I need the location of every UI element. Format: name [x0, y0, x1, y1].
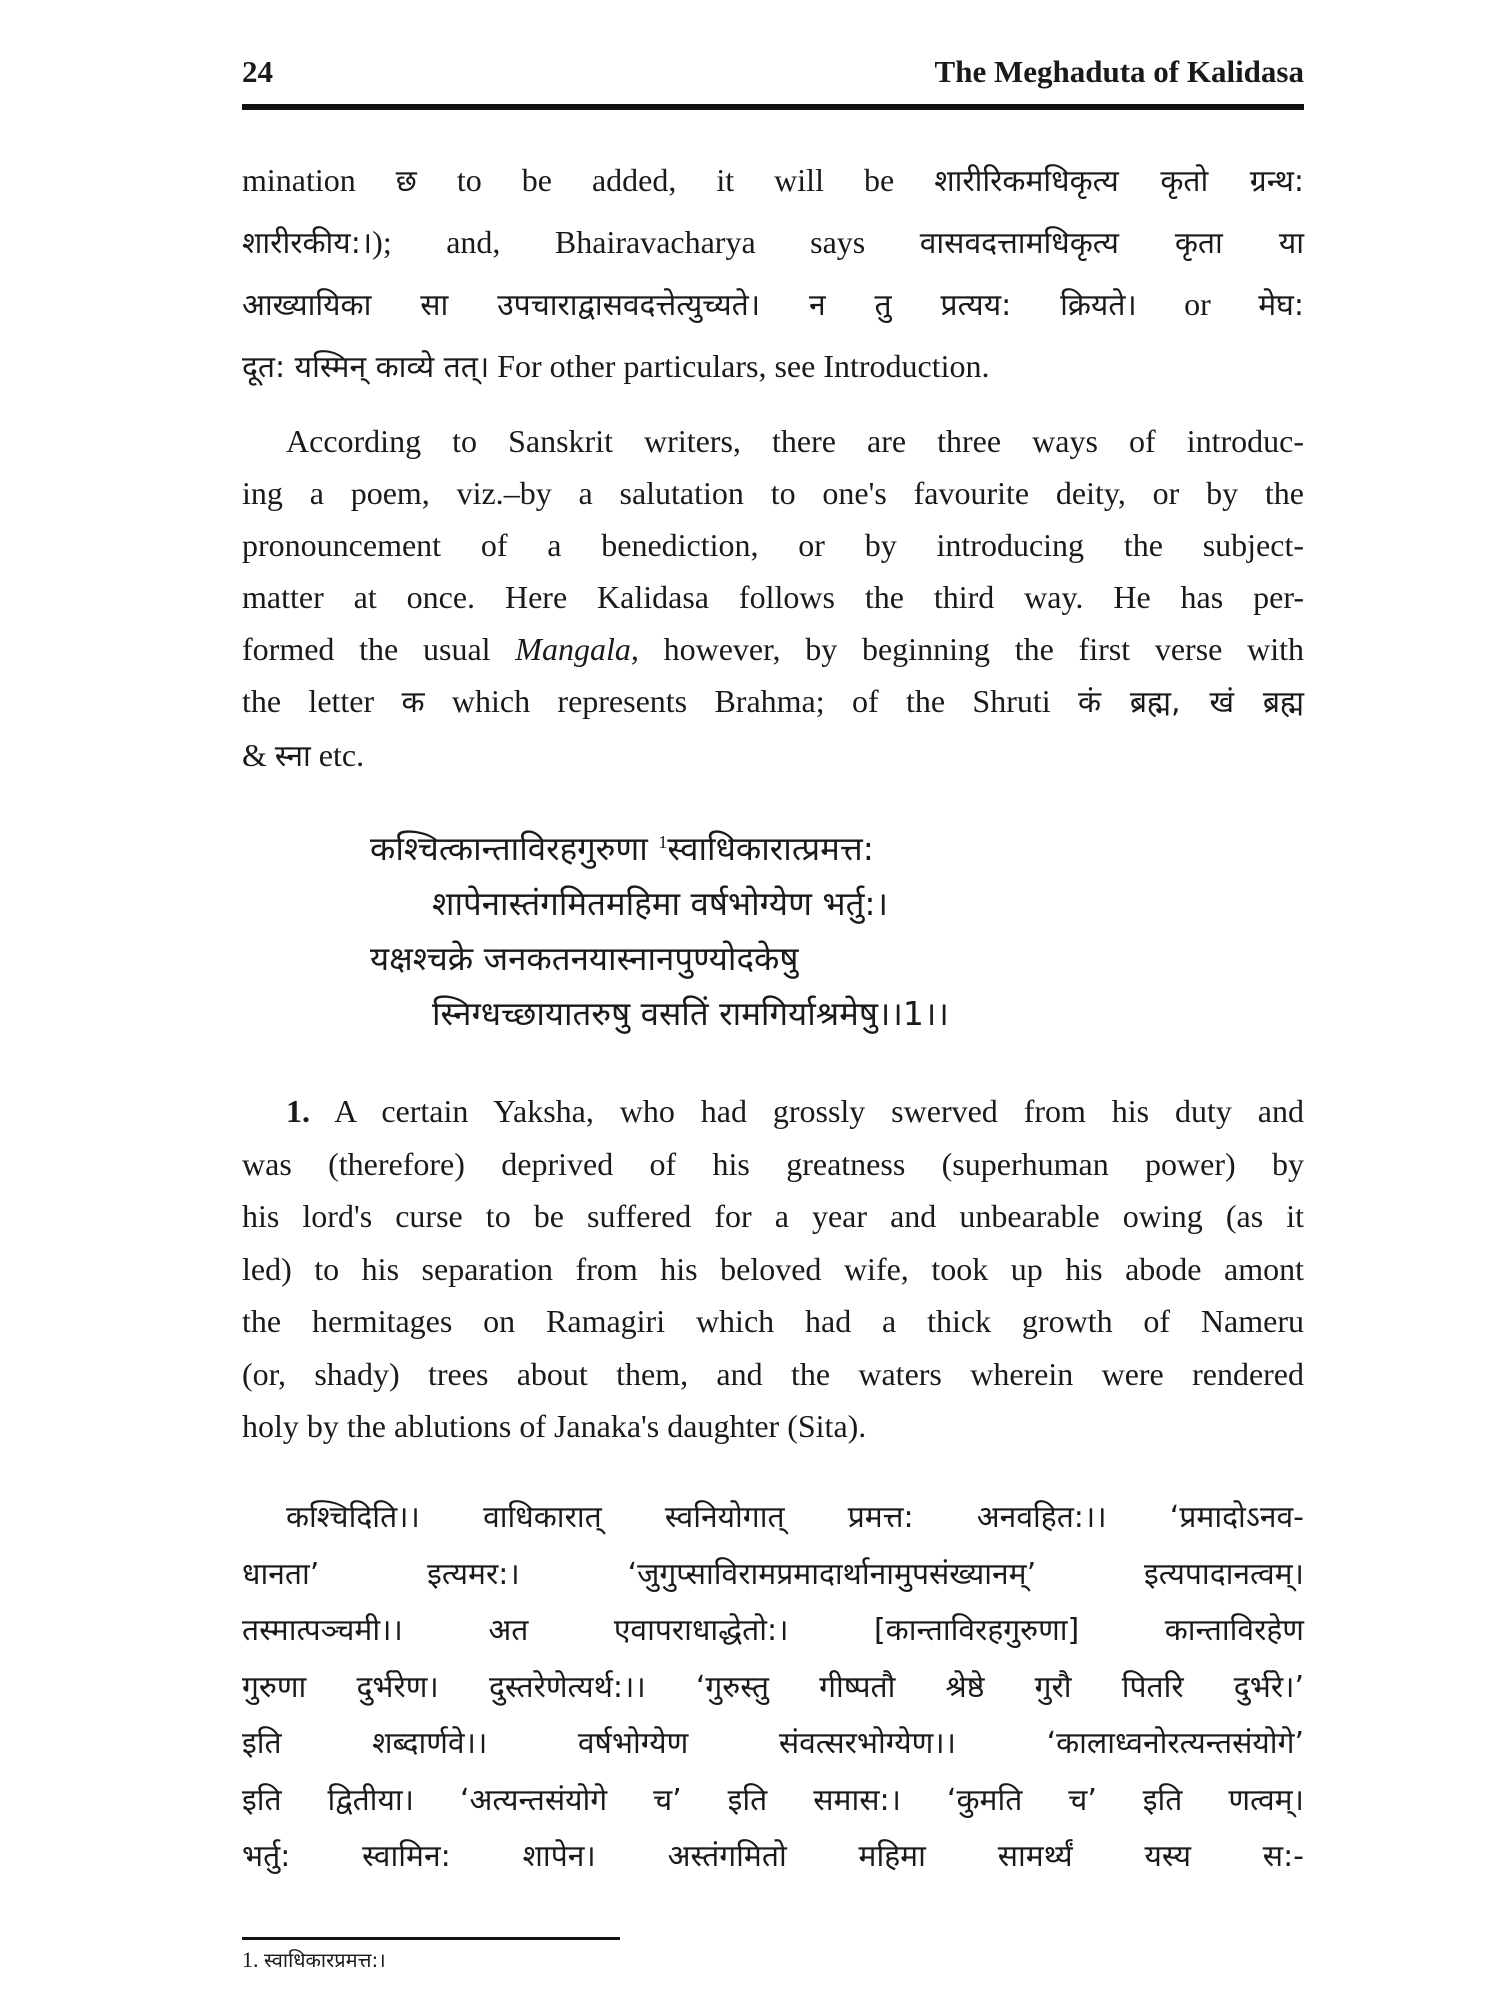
footnote: 1. स्वाधिकारप्रमत्त:।: [242, 1947, 386, 1972]
verse-line: यक्षश्चक्रे जनकतनयास्नानपुण्योदकेषु: [370, 939, 799, 978]
text-line: was (therefore) deprived of his greatness (superhuman power) by: [242, 1145, 1304, 1182]
verse-line: स्निग्धच्छायातरुषु वसतिं रामगिर्याश्रमेषु।।1।।: [432, 994, 949, 1033]
footnote-rule: [242, 1937, 620, 1940]
text-line: According to Sanskrit writers, there are three ways of introduc-: [286, 423, 1304, 459]
text-line: इति द्वितीया। ‘अत्यन्तसंयोगे च’ इति समास:। ‘कुमति च’ इति णत्वम्।: [242, 1782, 1304, 1818]
text-line: the letter क which represents Brahma; of the Shruti कं ब्रह्म, खं ब्रह्म: [242, 683, 1305, 720]
verse-line: शापेनास्तंगमितमहिमा वर्षभोग्येण भर्तु:।: [432, 884, 889, 923]
text-line: & स्ना etc.: [242, 737, 365, 774]
translation-paragraph: [242, 1085, 1304, 1453]
text-line: formed the usual Mangala, however, by beginning the first verse with: [242, 631, 1305, 667]
header-rule: [242, 104, 1304, 110]
book-title: The Meghaduta of Kalidasa: [934, 54, 1304, 89]
text-line: led) to his separation from his beloved wife, took up his abode amont: [242, 1250, 1304, 1287]
verse-line: कश्चित्कान्ताविरहगुरुणा $^1$स्वाधिकारात्प्रमत्त:: [370, 829, 874, 868]
text-line: matter at once. Here Kalidasa follows the third way. He has per-: [242, 579, 1304, 615]
text-line: आख्यायिका सा उपचाराद्वासवदत्तेत्युच्यते। न तु प्रत्यय: क्रियते। or मेघ:: [242, 286, 1304, 323]
page-number: 24: [242, 54, 273, 89]
commentary-paragraph: [242, 1490, 1304, 1886]
text-line: कश्चिदिति।। वाधिकारात् स्वनियोगात् प्रमत्त: अनवहित:।। ‘प्रमादोऽनव-: [286, 1500, 1304, 1535]
text-line: mination छ to be added, it will be शारीरिकमधिकृत्य कृतो ग्रन्थ:: [242, 162, 1304, 199]
text-line: (or, shady) trees about them, and the waters wherein were rendered: [242, 1355, 1304, 1392]
text-line: भर्तु: स्वामिन: शापेन। अस्तंगमितो महिमा सामर्थ्यं यस्य स:-: [242, 1839, 1304, 1874]
text-line: धानता’ इत्यमर:। ‘जुगुप्साविरामप्रमादार्थानामुपसंख्यानम्’ इत्यपादानत्वम्।: [242, 1556, 1304, 1592]
text-line: holy by the ablutions of Janaka's daughter (Sita).: [242, 1408, 867, 1444]
text-line: शारीरकीय:।); and, Bhairavacharya says वासवदत्तामधिकृत्य कृता या: [242, 224, 1304, 261]
text-line: दूत: यस्मिन् काव्ये तत्। For other particulars, see Introduction.: [242, 348, 990, 385]
text-line: इति शब्दार्णवे।। वर्षभोग्येण संवत्सरभोग्येण।। ‘कालाध्वनोरत्यन्तसंयोगे’: [242, 1726, 1304, 1761]
text-line: तस्मात्पञ्चमी।। अत एवापराधाद्धेतो:। [कान्ताविरहगुरुणा] कान्ताविरहेण: [242, 1613, 1304, 1648]
sanskrit-verse: [370, 815, 1170, 1041]
text-line: pronouncement of a benediction, or by introducing the subject-: [242, 527, 1304, 563]
text-line: the hermitages on Ramagiri which had a thick growth of Nameru: [242, 1303, 1304, 1339]
text-line: 1. A certain Yaksha, who had grossly swerved from his duty and: [286, 1093, 1304, 1129]
running-header: [242, 50, 1304, 102]
text-line: ing a poem, viz.–by a salutation to one's favourite deity, or by the: [242, 475, 1304, 511]
text-line: गुरुणा दुर्भरेण। दुस्तरेणेत्यर्थ:।। ‘गुरुस्तु गीष्पतौ श्रेष्ठे गुरौ पितरि दुर्भरे।’: [242, 1669, 1304, 1705]
intro-paragraph: [242, 150, 1304, 398]
introduction-paragraph: [242, 415, 1304, 783]
footnote-marker: 1: [658, 832, 668, 852]
text-line: his lord's curse to be suffered for a year and unbearable owing (as it: [242, 1198, 1304, 1234]
